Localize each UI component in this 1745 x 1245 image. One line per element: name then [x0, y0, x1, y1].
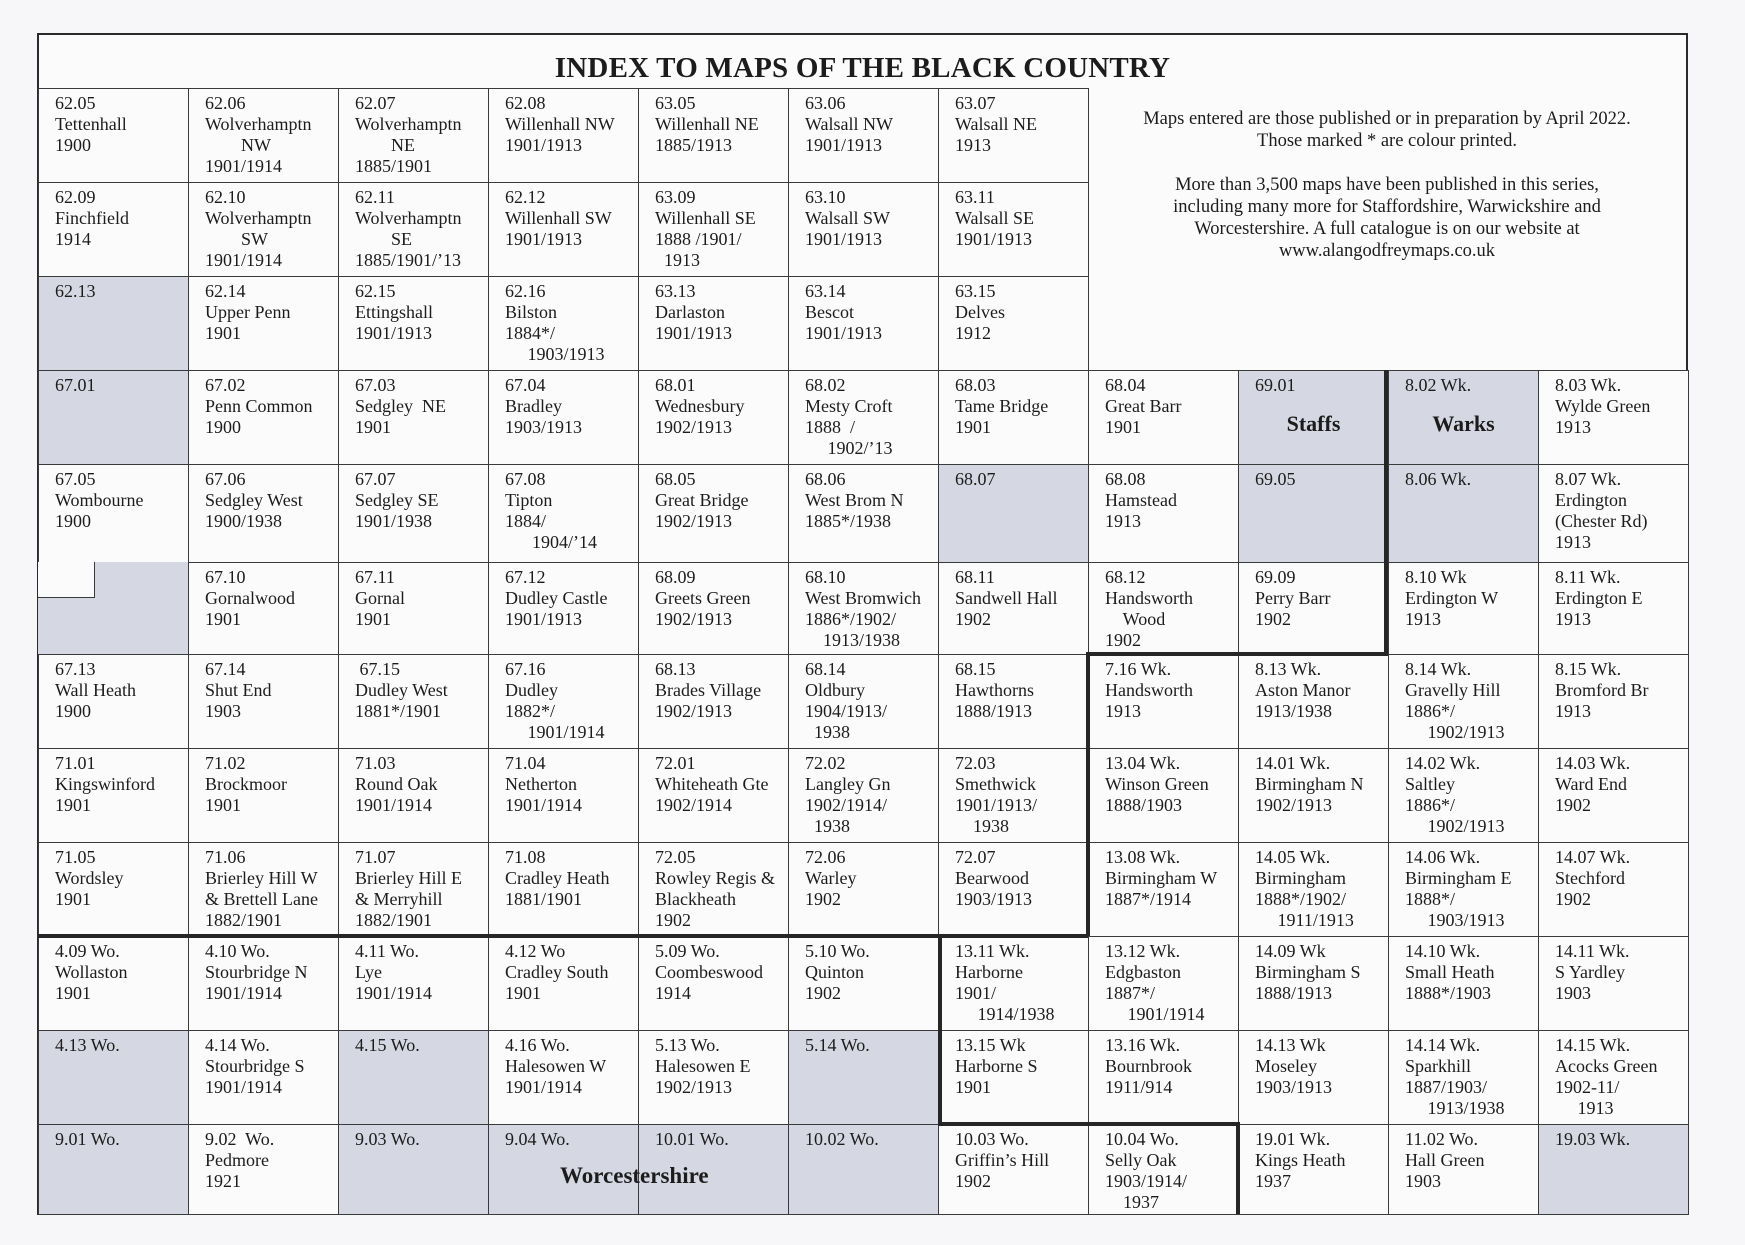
map-cell: 14.11 Wk. S Yardley 1903: [1538, 936, 1689, 1031]
map-cell: 67.04 Bradley 1903/1913: [488, 370, 639, 465]
map-cell: 14.09 Wk Birmingham S 1888/1913: [1238, 936, 1389, 1031]
map-cell: 62.09 Finchfield 1914: [38, 182, 189, 277]
map-cell: 67.12 Dudley Castle 1901/1913: [488, 562, 639, 655]
map-cell: 11.02 Wo. Hall Green 1903: [1388, 1124, 1539, 1215]
map-cell: 9.03 Wo.: [338, 1124, 489, 1215]
map-cell: 72.02 Langley Gn 1902/1914/ 1938: [788, 748, 939, 843]
map-cell: 71.06 Brierley Hill W & Brettell Lane 1882/1901: [188, 842, 339, 937]
map-cell: 69.05: [1238, 464, 1389, 563]
page-title: INDEX TO MAPS OF THE BLACK COUNTRY: [554, 52, 1171, 84]
map-cell: 14.02 Wk. Saltley 1886*/ 1902/1913: [1388, 748, 1539, 843]
map-cell: 8.14 Wk. Gravelly Hill 1886*/ 1902/1913: [1388, 654, 1539, 749]
map-cell: 67.15 Dudley West 1881*/1901: [338, 654, 489, 749]
map-cell: 72.07 Bearwood 1903/1913: [938, 842, 1089, 937]
map-cell: 8.02 Wk. Warks: [1388, 370, 1539, 465]
map-cell: 5.09 Wo. Coombeswood 1914: [638, 936, 789, 1031]
map-cell: 9.04 Wo.: [488, 1124, 639, 1215]
map-cell: 71.02 Brockmoor 1901: [188, 748, 339, 843]
map-cell: 14.05 Wk. Birmingham 1888*/1902/ 1911/1913: [1238, 842, 1389, 937]
map-cell: 7.16 Wk. Handsworth 1913: [1088, 654, 1239, 749]
map-cell: 68.08 Hamstead 1913: [1088, 464, 1239, 563]
map-cell: 5.14 Wo.: [788, 1030, 939, 1125]
map-cell: 8.03 Wk. Wylde Green 1913: [1538, 370, 1689, 465]
map-cell: 13.08 Wk. Birmingham W 1887*/1914: [1088, 842, 1239, 937]
map-cell: 4.11 Wo. Lye 1901/1914: [338, 936, 489, 1031]
staffs-region-label: Staffs: [1286, 411, 1341, 436]
map-cell: 4.16 Wo. Halesowen W 1901/1914: [488, 1030, 639, 1125]
map-cell: 14.14 Wk. Sparkhill 1887/1903/ 1913/1938: [1388, 1030, 1539, 1125]
map-cell: 63.14 Bescot 1901/1913: [788, 276, 939, 371]
map-cell: 9.02 Wo. Pedmore 1921: [188, 1124, 339, 1215]
map-cell: 62.05 Tettenhall 1900: [38, 88, 189, 183]
catalogue-note: More than 3,500 maps have been published in this series, including many more for Staffordshire, Warwickshire and Worcestershire. A full catalogue is on our website at www.alangodfreymaps.co.uk: [1173, 175, 1601, 261]
map-cell: 63.07 Walsall NE 1913: [938, 88, 1089, 183]
county-boundary-line: [938, 1122, 1238, 1126]
county-boundary-line: [1086, 652, 1386, 656]
map-cell: 63.05 Willenhall NE 1885/1913: [638, 88, 789, 183]
map-cell: 68.04 Great Barr 1901: [1088, 370, 1239, 465]
map-cell: 10.03 Wo. Griffin’s Hill 1902: [938, 1124, 1089, 1215]
county-boundary-line: [38, 934, 1088, 938]
map-cell: 68.01 Wednesbury 1902/1913: [638, 370, 789, 465]
warks-region-label: Warks: [1432, 411, 1495, 436]
map-cell: 68.07: [938, 464, 1089, 563]
map-cell: 67.13 Wall Heath 1900: [38, 654, 189, 749]
map-cell: 5.13 Wo. Halesowen E 1902/1913: [638, 1030, 789, 1125]
boundary-notch: [38, 562, 95, 598]
map-cell: 68.15 Hawthorns 1888/1913: [938, 654, 1089, 749]
map-cell: 4.12 Wo Cradley South 1901: [488, 936, 639, 1031]
map-cell: 72.06 Warley 1902: [788, 842, 939, 937]
map-cell: 67.08 Tipton 1884/ 1904/’14: [488, 464, 639, 563]
map-cell: 13.11 Wk. Harborne 1901/ 1914/1938: [938, 936, 1089, 1031]
map-cell: 67.10 Gornalwood 1901: [188, 562, 339, 655]
map-cell: 71.03 Round Oak 1901/1914: [338, 748, 489, 843]
map-cell: 5.10 Wo. Quinton 1902: [788, 936, 939, 1031]
map-cell: 67.02 Penn Common 1900: [188, 370, 339, 465]
county-boundary-line: [1384, 370, 1388, 656]
map-cell: 8.13 Wk. Aston Manor 1913/1938: [1238, 654, 1389, 749]
map-cell: 67.05 Wombourne 1900: [38, 464, 189, 563]
map-cell: 67.06 Sedgley West 1900/1938: [188, 464, 339, 563]
map-cell: 19.03 Wk.: [1538, 1124, 1689, 1215]
map-cell: 67.01: [38, 370, 189, 465]
map-cell: 68.14 Oldbury 1904/1913/ 1938: [788, 654, 939, 749]
map-cell: 67.03 Sedgley NE 1901: [338, 370, 489, 465]
map-cell: 62.10 Wolverhamptn SW 1901/1914: [188, 182, 339, 277]
map-cell: 62.14 Upper Penn 1901: [188, 276, 339, 371]
map-cell: 71.04 Netherton 1901/1914: [488, 748, 639, 843]
county-boundary-line: [1236, 1122, 1240, 1214]
map-cell: 71.05 Wordsley 1901: [38, 842, 189, 937]
map-cell: 72.01 Whiteheath Gte 1902/1914: [638, 748, 789, 843]
map-cell: 4.10 Wo. Stourbridge N 1901/1914: [188, 936, 339, 1031]
map-cell: 13.15 Wk Harborne S 1901: [938, 1030, 1089, 1125]
map-cell: 8.07 Wk. Erdington (Chester Rd) 1913: [1538, 464, 1689, 563]
map-cell: 69.01 Staffs: [1238, 370, 1389, 465]
map-cell: 14.15 Wk. Acocks Green 1902-11/ 1913: [1538, 1030, 1689, 1125]
map-cell: 63.09 Willenhall SE 1888 /1901/ 1913: [638, 182, 789, 277]
map-cell: 63.11 Walsall SE 1901/1913: [938, 182, 1089, 277]
map-cell: 68.13 Brades Village 1902/1913: [638, 654, 789, 749]
map-cell: 67.16 Dudley 1882*/ 1901/1914: [488, 654, 639, 749]
map-cell: 8.06 Wk.: [1388, 464, 1539, 563]
map-cell: 10.01 Wo.: [638, 1124, 789, 1215]
map-cell: 10.04 Wo. Selly Oak 1903/1914/ 1937: [1088, 1124, 1239, 1215]
map-cell: 71.08 Cradley Heath 1881/1901: [488, 842, 639, 937]
map-cell: 62.11 Wolverhamptn SE 1885/1901/’13: [338, 182, 489, 277]
map-cell: 4.13 Wo.: [38, 1030, 189, 1125]
map-cell: 68.11 Sandwell Hall 1902: [938, 562, 1089, 655]
map-cell: 14.01 Wk. Birmingham N 1902/1913: [1238, 748, 1389, 843]
map-cell: 67.07 Sedgley SE 1901/1938: [338, 464, 489, 563]
map-cell: 14.07 Wk. Stechford 1902: [1538, 842, 1689, 937]
map-cell: 63.06 Walsall NW 1901/1913: [788, 88, 939, 183]
map-cell: 71.01 Kingswinford 1901: [38, 748, 189, 843]
map-cell: 68.06 West Brom N 1885*/1938: [788, 464, 939, 563]
map-cell: 10.02 Wo.: [788, 1124, 939, 1215]
worcestershire-region-label: Worcestershire: [560, 1163, 709, 1188]
notes-panel: [1087, 108, 1687, 284]
map-cell: 62.06 Wolverhamptn NW 1901/1914: [188, 88, 339, 183]
map-cell: 72.03 Smethwick 1901/1913/ 1938: [938, 748, 1089, 843]
map-cell: 72.05 Rowley Regis & Blackheath 1902: [638, 842, 789, 937]
map-cell: 14.03 Wk. Ward End 1902: [1538, 748, 1689, 843]
map-cell: 71.07 Brierley Hill E & Merryhill 1882/1901: [338, 842, 489, 937]
map-cell: 67.11 Gornal 1901: [338, 562, 489, 655]
map-cell: 14.13 Wk Moseley 1903/1913: [1238, 1030, 1389, 1125]
map-cell: 14.10 Wk. Small Heath 1888*/1903: [1388, 936, 1539, 1031]
map-cell: 14.06 Wk. Birmingham E 1888*/ 1903/1913: [1388, 842, 1539, 937]
map-cell: 4.14 Wo. Stourbridge S 1901/1914: [188, 1030, 339, 1125]
map-cell: 4.15 Wo.: [338, 1030, 489, 1125]
map-cell: 63.10 Walsall SW 1901/1913: [788, 182, 939, 277]
map-cell: 13.04 Wk. Winson Green 1888/1903: [1088, 748, 1239, 843]
map-cell: 8.11 Wk. Erdington E 1913: [1538, 562, 1689, 655]
map-cell: 68.02 Mesty Croft 1888 / 1902/’13: [788, 370, 939, 465]
map-cell: 62.07 Wolverhamptn NE 1885/1901: [338, 88, 489, 183]
map-cell: 62.08 Willenhall NW 1901/1913: [488, 88, 639, 183]
map-cell: 8.10 Wk Erdington W 1913: [1388, 562, 1539, 655]
map-cell: 68.05 Great Bridge 1902/1913: [638, 464, 789, 563]
map-cell: 63.15 Delves 1912: [938, 276, 1089, 371]
map-cell: 67.14 Shut End 1903: [188, 654, 339, 749]
map-cell: 68.10 West Bromwich 1886*/1902/ 1913/1938: [788, 562, 939, 655]
map-cell: 9.01 Wo.: [38, 1124, 189, 1215]
county-boundary-line: [938, 934, 942, 1124]
map-cell: 19.01 Wk. Kings Heath 1937: [1238, 1124, 1389, 1215]
map-cell: 62.12 Willenhall SW 1901/1913: [488, 182, 639, 277]
map-cell: 63.13 Darlaston 1901/1913: [638, 276, 789, 371]
map-cell: 68.12 Handsworth Wood 1902: [1088, 562, 1239, 655]
map-cell: 62.16 Bilston 1884*/ 1903/1913: [488, 276, 639, 371]
publication-note: Maps entered are those published or in preparation by April 2022. Those marked * are colour printed.: [1143, 109, 1631, 151]
map-cell: 8.15 Wk. Bromford Br 1913: [1538, 654, 1689, 749]
map-cell: 62.13: [38, 276, 189, 371]
map-cell: 62.15 Ettingshall 1901/1913: [338, 276, 489, 371]
map-cell: 13.16 Wk. Bournbrook 1911/914: [1088, 1030, 1239, 1125]
map-cell: 4.09 Wo. Wollaston 1901: [38, 936, 189, 1031]
map-cell: 68.03 Tame Bridge 1901: [938, 370, 1089, 465]
county-boundary-line: [1086, 654, 1090, 936]
map-cell: 69.09 Perry Barr 1902: [1238, 562, 1389, 655]
map-cell: 13.12 Wk. Edgbaston 1887*/ 1901/1914: [1088, 936, 1239, 1031]
map-cell: 68.09 Greets Green 1902/1913: [638, 562, 789, 655]
